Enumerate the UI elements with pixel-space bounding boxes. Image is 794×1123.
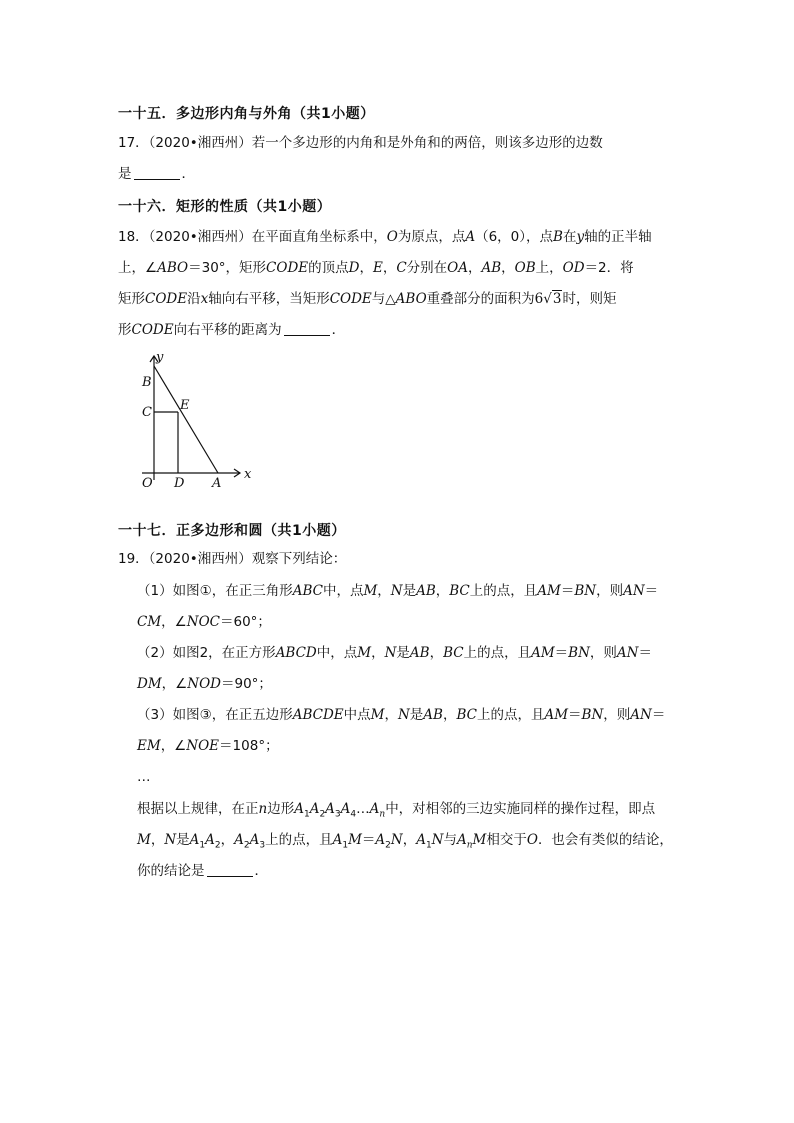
- text-fragment: ＝: [638, 645, 652, 661]
- text-fragment: ＝: [560, 583, 575, 599]
- text-fragment: A: [249, 832, 260, 848]
- text-fragment: n: [379, 809, 386, 820]
- sqrt-expression: 6√3: [534, 291, 562, 307]
- text-fragment: EM: [137, 738, 161, 754]
- text-fragment: 分别在: [406, 260, 448, 276]
- point-e-label: E: [180, 398, 190, 413]
- text-fragment: 轴向右平移，当矩形: [208, 291, 330, 307]
- text-fragment: B: [553, 229, 563, 245]
- text-fragment: A: [375, 832, 386, 848]
- answer-blank-18[interactable]: [284, 321, 330, 336]
- text-fragment: AM: [537, 583, 561, 599]
- q19-part3-line1: [137, 700, 678, 731]
- text-fragment: 是: [396, 645, 410, 661]
- text-fragment: 是: [402, 583, 417, 599]
- q19-part-2: [137, 638, 678, 700]
- text-fragment: ＝2．将: [584, 260, 634, 276]
- text-fragment: ．: [254, 863, 268, 879]
- text-fragment: 2: [214, 840, 221, 851]
- text-fragment: 上，∠: [118, 260, 158, 276]
- text-fragment: ，: [467, 260, 482, 276]
- text-fragment: 根据以上规律，在正: [137, 801, 259, 817]
- text-fragment: A: [205, 832, 215, 848]
- text-fragment: NOD: [187, 676, 221, 692]
- text-fragment: 轴的正半轴: [584, 229, 652, 245]
- text-fragment: 在: [562, 229, 577, 245]
- x-axis-label: x: [244, 467, 252, 482]
- point-b-label: B: [142, 375, 152, 390]
- text-fragment: ＝90°；: [220, 676, 272, 692]
- line-ab: [154, 366, 218, 473]
- text-fragment: ，: [359, 260, 373, 276]
- text-fragment: 4: [350, 809, 357, 820]
- text-fragment: （6，0），点: [475, 229, 554, 245]
- text-fragment: 上的点，且: [469, 583, 538, 599]
- text-fragment: N: [390, 583, 403, 599]
- section-15-heading: 一十五．多边形内角与外角（共1小题）: [118, 106, 375, 122]
- text-fragment: （1）如图①，在正三角形: [137, 583, 293, 599]
- text-fragment: ＝: [361, 832, 376, 848]
- coordinate-figure: [140, 350, 260, 490]
- text-fragment: y: [576, 229, 585, 245]
- text-fragment: ABCDE: [292, 707, 344, 723]
- text-fragment: 与△: [371, 291, 396, 307]
- text-fragment: …: [356, 801, 370, 817]
- text-fragment: E: [372, 260, 383, 276]
- text-fragment: D: [348, 260, 360, 276]
- q19-part2-line2: [137, 669, 678, 700]
- text-fragment: ＝108°；: [219, 738, 279, 754]
- text-fragment: 边形: [267, 801, 295, 817]
- q19-conclusion-line3: [137, 856, 678, 887]
- q19-ellipsis: …: [137, 769, 151, 785]
- text-fragment: OA: [447, 260, 468, 276]
- text-fragment: AN: [623, 583, 645, 599]
- text-fragment: ABO: [157, 260, 189, 276]
- text-fragment: 1: [199, 840, 206, 851]
- text-fragment: M: [137, 832, 151, 848]
- text-fragment: ，: [501, 260, 515, 276]
- answer-blank-19[interactable]: [207, 862, 253, 877]
- text-fragment: A: [332, 832, 343, 848]
- text-fragment: ，则: [589, 645, 617, 661]
- q19-part-3: [137, 700, 678, 793]
- question-17: [118, 128, 678, 190]
- text-fragment: 3: [552, 291, 562, 307]
- text-fragment: 你的结论是: [137, 863, 205, 879]
- text-fragment: OB: [514, 260, 536, 276]
- text-fragment: ，则: [603, 707, 631, 723]
- text-fragment: 是: [409, 707, 424, 723]
- text-fragment: 时，则矩: [562, 291, 617, 307]
- text-fragment: CODE: [131, 322, 174, 338]
- text-fragment: AN: [630, 707, 652, 723]
- text-fragment: ABC: [292, 583, 323, 599]
- text-fragment: CODE: [266, 260, 309, 276]
- text-fragment: x: [200, 291, 209, 307]
- text-fragment: ，: [429, 645, 444, 661]
- text-fragment: AB: [423, 707, 443, 723]
- text-fragment: ＝60°；: [219, 614, 271, 630]
- text-fragment: n: [258, 801, 268, 817]
- q19-conclusion-line2: [137, 825, 678, 856]
- text-fragment: 上的点，且: [463, 645, 532, 661]
- text-fragment: 向右平移的距离为: [173, 322, 282, 338]
- text-fragment: n: [466, 840, 473, 851]
- text-fragment: CODE: [145, 291, 188, 307]
- question-19-intro: [118, 544, 678, 575]
- text-fragment: OD: [562, 260, 585, 276]
- point-c-label: C: [142, 405, 152, 420]
- text-fragment: 2: [319, 809, 326, 820]
- text-fragment: CODE: [329, 291, 372, 307]
- section-17-heading: 一十七．正多边形和圆（共1小题）: [118, 523, 346, 539]
- text-fragment: 中点: [343, 707, 371, 723]
- text-fragment: ，: [382, 260, 397, 276]
- text-fragment: M: [357, 645, 372, 661]
- point-o-label: O: [142, 476, 153, 490]
- text-fragment: BC: [443, 645, 464, 661]
- text-fragment: （2）如图2，在正方形: [137, 645, 276, 661]
- text-fragment: 1: [342, 840, 349, 851]
- text-fragment: 18．（2020•湘西州）在平面直角坐标系中，: [118, 229, 387, 245]
- q18-line-4: [118, 315, 678, 346]
- text-fragment: 中，点: [322, 583, 364, 599]
- text-fragment: 沿: [187, 291, 201, 307]
- text-fragment: 形: [118, 322, 132, 338]
- text-fragment: BC: [456, 707, 477, 723]
- q17-text: 是: [118, 166, 132, 182]
- text-fragment: A: [309, 801, 320, 817]
- text-fragment: 矩形: [118, 291, 145, 307]
- text-fragment: O: [386, 229, 398, 245]
- text-fragment: 上，: [535, 260, 563, 276]
- text-fragment: N: [397, 707, 410, 723]
- question-18: [118, 222, 678, 346]
- q19-intro-line: 19．（2020•湘西州）观察下列结论：: [118, 551, 347, 567]
- text-fragment: N: [390, 832, 403, 848]
- text-fragment: （3）如图③，在正五边形: [137, 707, 293, 723]
- text-fragment: ＝: [644, 583, 659, 599]
- text-fragment: NOC: [186, 614, 220, 630]
- text-fragment: ，∠: [161, 614, 187, 630]
- text-fragment: 上的点，且: [476, 707, 545, 723]
- q19-part1-line1: [137, 576, 678, 607]
- text-fragment: A: [325, 801, 335, 817]
- text-fragment: AB: [416, 583, 436, 599]
- text-fragment: BN: [568, 645, 590, 661]
- text-fragment: ABO: [395, 291, 427, 307]
- section-16-heading: 一十六．矩形的性质（共1小题）: [118, 199, 332, 215]
- text-fragment: 是: [176, 832, 190, 848]
- text-fragment: M: [348, 832, 362, 848]
- q18-line-3: [118, 284, 678, 315]
- text-fragment: M: [472, 832, 487, 848]
- text-fragment: BN: [581, 707, 604, 723]
- text-fragment: ＝30°，矩形: [188, 260, 267, 276]
- text-fragment: AB: [481, 260, 502, 276]
- text-fragment: N: [384, 645, 397, 661]
- text-fragment: A: [340, 801, 351, 817]
- text-fragment: A: [294, 801, 304, 817]
- text-fragment: 中，对相邻的三边实施同样的操作过程，即点: [385, 801, 656, 817]
- text-fragment: DM: [137, 676, 162, 692]
- y-axis-label: y: [156, 350, 164, 365]
- text-fragment: A: [189, 832, 200, 848]
- text-fragment: O: [526, 832, 538, 848]
- text-fragment: 1: [425, 840, 432, 851]
- text-fragment: 上的点，且: [265, 832, 333, 848]
- text-fragment: A: [369, 801, 380, 817]
- q17-period: ．: [181, 166, 195, 182]
- q19-part3-line2: [137, 731, 678, 762]
- text-fragment: ，: [150, 832, 165, 848]
- text-fragment: CM: [137, 614, 162, 630]
- answer-blank-17[interactable]: [134, 165, 180, 180]
- text-fragment: 重叠部分的面积为: [426, 291, 535, 307]
- text-fragment: 3: [334, 809, 341, 820]
- text-fragment: A: [456, 832, 467, 848]
- text-fragment: A: [465, 229, 476, 245]
- text-fragment: 的顶点: [308, 260, 349, 276]
- text-fragment: ，: [371, 645, 385, 661]
- text-fragment: 为原点，点: [397, 229, 466, 245]
- q17-line-2: [118, 159, 678, 190]
- text-fragment: BN: [574, 583, 597, 599]
- text-fragment: ＝: [568, 707, 582, 723]
- point-d-label: D: [174, 476, 185, 490]
- text-fragment: M: [363, 583, 378, 599]
- text-fragment: 6: [534, 291, 544, 307]
- q19-part1-line2: [137, 607, 678, 638]
- q19-conclusion-line1: [137, 794, 678, 825]
- text-fragment: NOE: [186, 738, 220, 754]
- text-fragment: ，: [435, 583, 450, 599]
- text-fragment: BC: [449, 583, 470, 599]
- text-fragment: ，: [402, 832, 417, 848]
- text-fragment: ，∠: [161, 676, 188, 692]
- q17-line-1: 17．（2020•湘西州）若一个多边形的内角和是外角和的两倍，则该多边形的边数: [118, 135, 603, 151]
- text-fragment: AM: [531, 645, 555, 661]
- text-fragment: A: [416, 832, 426, 848]
- text-fragment: ．也会有类似的结论，: [537, 832, 673, 848]
- text-fragment: N: [431, 832, 444, 848]
- q19-conclusion: [137, 794, 678, 887]
- q18-line-2: [118, 253, 678, 284]
- text-fragment: M: [370, 707, 385, 723]
- text-fragment: N: [164, 832, 177, 848]
- point-a-label: A: [212, 476, 222, 490]
- text-fragment: AN: [616, 645, 639, 661]
- text-fragment: ，∠: [160, 738, 187, 754]
- text-fragment: 2: [243, 840, 250, 851]
- text-fragment: ，: [220, 832, 235, 848]
- text-fragment: A: [234, 832, 244, 848]
- text-fragment: AM: [544, 707, 569, 723]
- text-fragment: ＝: [651, 707, 666, 723]
- text-fragment: 1: [303, 809, 310, 820]
- text-fragment: ＝: [554, 645, 569, 661]
- text-fragment: C: [396, 260, 407, 276]
- text-fragment: 2: [385, 840, 391, 851]
- text-fragment: 与: [443, 832, 457, 848]
- text-fragment: ，: [384, 707, 398, 723]
- text-fragment: ABCD: [275, 645, 317, 661]
- text-fragment: ，: [442, 707, 457, 723]
- q19-part2-line1: [137, 638, 678, 669]
- text-fragment: 3: [259, 840, 266, 851]
- text-fragment: ．: [331, 322, 346, 338]
- text-fragment: AB: [409, 645, 430, 661]
- q18-line-1: [118, 222, 678, 253]
- text-fragment: 相交于: [486, 832, 527, 848]
- q19-part-1: [137, 576, 678, 638]
- text-fragment: 中，点: [316, 645, 358, 661]
- text-fragment: ，则: [596, 583, 624, 599]
- text-fragment: ，: [377, 583, 391, 599]
